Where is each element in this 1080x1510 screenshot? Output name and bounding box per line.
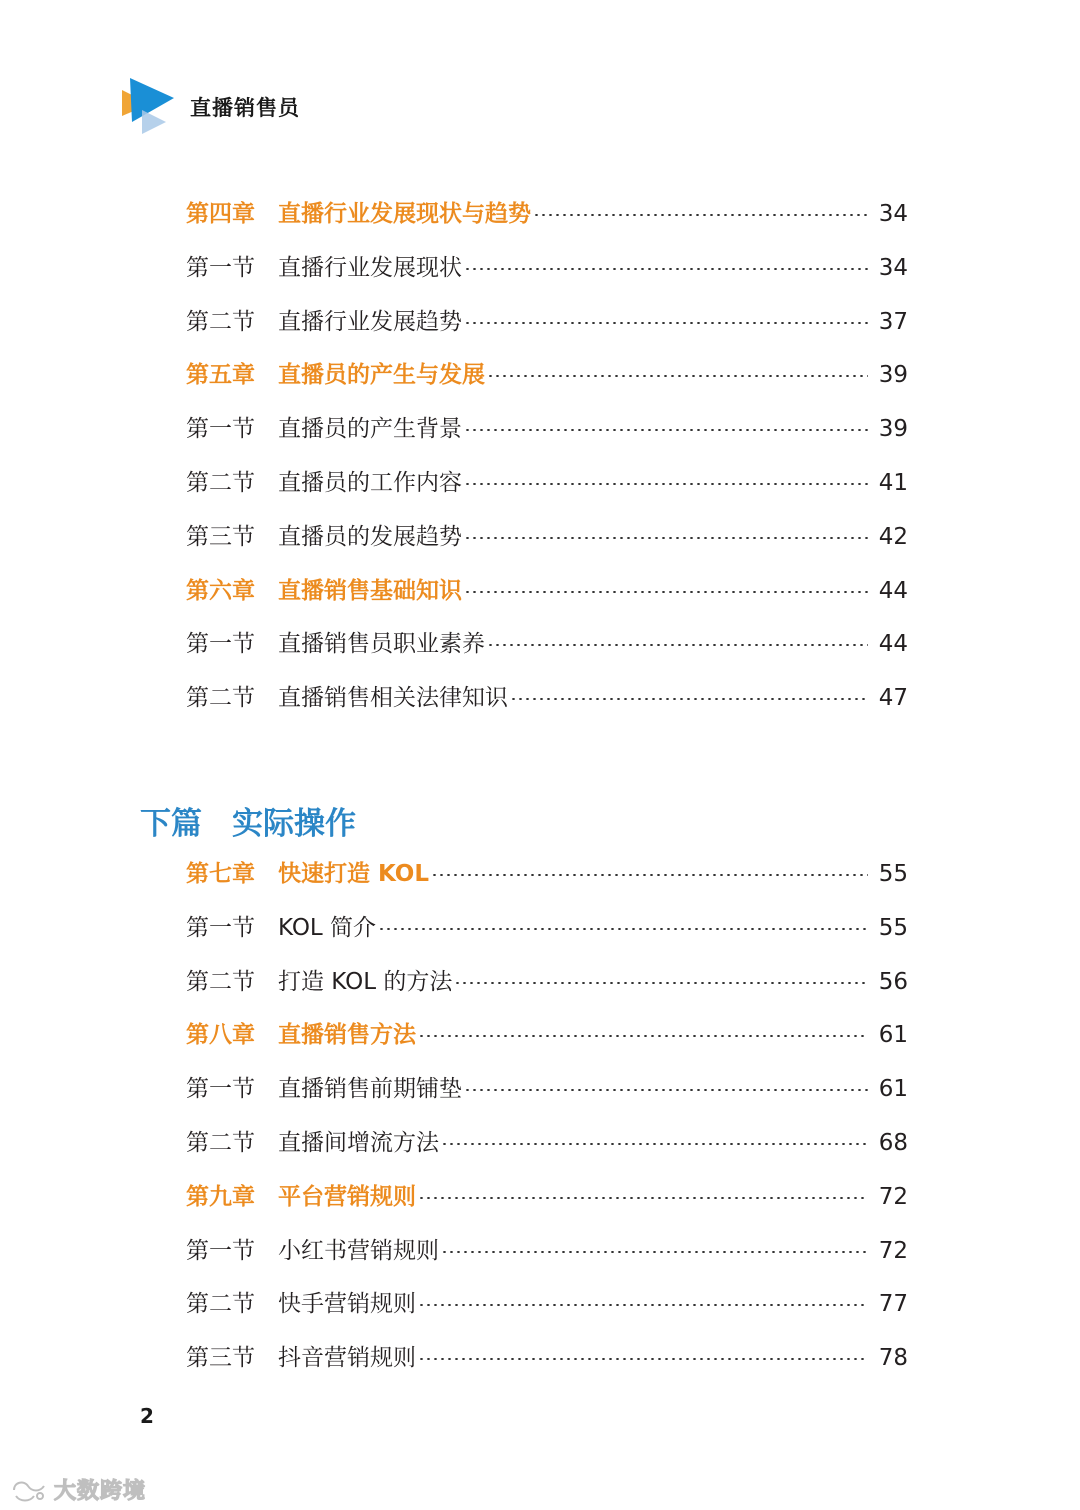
toc-entry-label: 第二节 <box>186 308 255 335</box>
toc-entry-title: 直播行业发展现状 <box>278 254 462 281</box>
dot-leader <box>378 928 868 930</box>
dot-leader <box>487 375 868 377</box>
toc-entry-title: 直播行业发展趋势 <box>278 308 462 335</box>
dot-leader <box>441 1143 868 1145</box>
toc-section-row <box>186 409 908 449</box>
dot-leader <box>464 322 868 324</box>
dot-leader <box>464 537 868 539</box>
watermark <box>10 1474 146 1505</box>
toc-entry-title: 直播员的发展趋势 <box>278 523 462 550</box>
toc-entry-title: 直播销售基础知识 <box>278 577 462 604</box>
dot-leader <box>464 429 868 431</box>
toc-entry-title: 直播销售相关法律知识 <box>278 685 508 712</box>
toc-page-number: 72 <box>878 1237 908 1264</box>
toc-page-number: 77 <box>878 1291 908 1318</box>
toc-entry-label: 第六章 <box>186 577 255 604</box>
toc-page-number: 41 <box>878 470 908 496</box>
toc-entry-title: 直播员的工作内容 <box>278 470 462 496</box>
toc-entry-label: 第一节 <box>186 1237 255 1264</box>
toc-page-number: 44 <box>878 577 908 604</box>
toc-page-number: 37 <box>878 308 908 335</box>
toc-page-number: 68 <box>878 1130 908 1156</box>
toc-entry-label: 第二节 <box>186 685 255 712</box>
toc-page-number: 61 <box>878 1022 908 1049</box>
toc-entry-title: 快手营销规则 <box>278 1291 416 1318</box>
toc-page-number: 61 <box>878 1076 908 1103</box>
dot-leader <box>431 874 868 876</box>
brand-swirl-icon <box>10 1476 50 1504</box>
toc-page-number: 55 <box>878 914 908 941</box>
toc-entry-title: 直播间增流方法 <box>278 1130 439 1156</box>
toc-entry-label: 第一节 <box>186 631 255 658</box>
toc-page-number: 39 <box>878 416 908 443</box>
toc-entry-label: 第七章 <box>186 861 255 887</box>
dot-leader <box>464 1089 868 1091</box>
toc-entry-label: 第三节 <box>186 1345 255 1372</box>
part-label: 下篇 <box>140 806 202 842</box>
toc-section-row <box>186 1069 908 1109</box>
toc-page-number: 56 <box>878 968 908 995</box>
toc-section-row <box>186 302 908 342</box>
toc-page-number: 78 <box>878 1345 908 1372</box>
dot-leader <box>464 591 868 593</box>
toc-page-number: 42 <box>878 523 908 550</box>
toc-page-number: 39 <box>878 362 908 389</box>
toc-entry-label: 第一节 <box>186 914 255 941</box>
toc-page-number: 34 <box>878 254 908 281</box>
toc-entry-label: 第八章 <box>186 1022 255 1049</box>
toc-chapter-row <box>186 355 908 395</box>
toc-entry-label: 第二节 <box>186 1291 255 1318</box>
toc-entry-label: 第四章 <box>186 201 255 227</box>
toc-chapter-row <box>186 194 908 234</box>
toc-section-row <box>186 908 908 948</box>
part-title: 实际操作 <box>232 806 356 842</box>
toc-entry-title: 直播销售员职业素养 <box>278 631 485 658</box>
toc-section-row <box>186 1231 908 1271</box>
dot-leader <box>441 1251 868 1253</box>
dot-leader <box>533 214 868 216</box>
toc-section-row <box>186 678 908 718</box>
toc-chapter-row <box>186 571 908 611</box>
toc-entry-title: 直播销售前期铺垫 <box>278 1076 462 1103</box>
toc-page-number: 34 <box>878 201 908 227</box>
book-title: 直播销售员 <box>190 95 300 120</box>
toc-entry-label: 第九章 <box>186 1183 255 1210</box>
toc-entry-title: 快速打造 KOL <box>278 861 430 887</box>
toc-entry-title: 小红书营销规则 <box>278 1237 439 1264</box>
watermark-text: 大数跨境 <box>54 1479 147 1504</box>
toc-entry-label: 第二节 <box>186 968 255 995</box>
toc-page-number: 47 <box>878 685 908 712</box>
dot-leader <box>464 483 868 485</box>
toc-entry-title: 直播销售方法 <box>278 1022 416 1049</box>
play-triangle-logo-icon <box>120 76 176 134</box>
toc-chapter-row <box>186 1177 908 1217</box>
toc-entry-title: 抖音营销规则 <box>278 1345 416 1372</box>
dot-leader <box>464 268 868 270</box>
toc-section-row <box>186 248 908 288</box>
dot-leader <box>418 1035 868 1037</box>
toc-entry-title: KOL 简介 <box>278 914 377 941</box>
toc-entry-title: 打造 KOL 的方法 <box>278 968 453 995</box>
toc-entry-label: 第一节 <box>186 1076 255 1103</box>
toc-section-row <box>186 1123 908 1163</box>
part-heading <box>140 798 356 843</box>
dot-leader <box>454 982 868 984</box>
toc-entry-label: 第三节 <box>186 523 255 550</box>
toc-entry-label: 第二节 <box>186 1130 255 1156</box>
toc-entry-label: 第一节 <box>186 254 255 281</box>
toc-section-row <box>186 1284 908 1324</box>
toc-section-row <box>186 624 908 664</box>
toc-entry-label: 第一节 <box>186 416 255 443</box>
toc-entry-title: 直播行业发展现状与趋势 <box>278 201 531 227</box>
toc-entry-label: 第二节 <box>186 470 255 496</box>
dot-leader <box>418 1304 868 1306</box>
toc-section-row <box>186 1338 908 1378</box>
toc-section-row <box>186 962 908 1002</box>
toc-page-number: 72 <box>878 1183 908 1210</box>
toc-chapter-row <box>186 854 908 894</box>
toc-page-number: 44 <box>878 631 908 658</box>
toc-entry-title: 直播员的产生背景 <box>278 416 462 443</box>
dot-leader <box>487 644 868 646</box>
dot-leader <box>418 1197 868 1199</box>
toc-chapter-row <box>186 1015 908 1055</box>
dot-leader <box>510 698 868 700</box>
toc-entry-title: 平台营销规则 <box>278 1183 416 1210</box>
toc-entry-title: 直播员的产生与发展 <box>278 362 485 389</box>
toc-section-row <box>186 517 908 557</box>
toc-entry-label: 第五章 <box>186 362 255 389</box>
dot-leader <box>418 1358 868 1360</box>
toc-section-row <box>186 463 908 503</box>
page-number: 2 <box>140 1404 154 1428</box>
toc-page-number: 55 <box>878 861 908 887</box>
